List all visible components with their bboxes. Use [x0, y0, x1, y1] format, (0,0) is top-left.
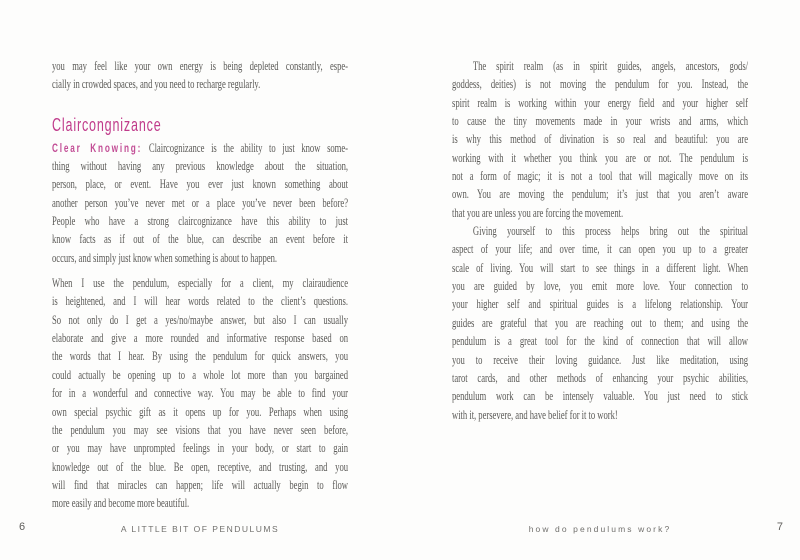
- text-line: pendulum is a great tool for the kind of connection that will allow: [452, 334, 749, 349]
- text-line: could actually be opening up to a whole lot more than you bargained: [52, 367, 349, 382]
- text-line: you to receive their loving guidance. Just like meditation, using: [452, 352, 749, 367]
- giving-yourself-paragraph: [452, 222, 748, 424]
- text-line: scale of living. You will start to see things in a different light. When: [452, 260, 749, 275]
- text-line: When I use the pendulum, especially for a client, my clairaudience: [52, 276, 349, 291]
- text-line: goddess, deities) is not moving the pendulum for you. Instead, the: [452, 77, 749, 92]
- left-page-number: 6: [19, 521, 26, 533]
- text-line: guides are grateful that you are reaching out to them; and using the: [452, 315, 749, 330]
- spirit-realm-paragraph: [452, 57, 748, 222]
- lead-paragraph-first-line: [52, 139, 348, 157]
- text-line: the pendulum you may see visions that you have never seen before,: [52, 422, 349, 437]
- right-running-title: how do pendulums work?: [528, 524, 672, 534]
- text-line: will find that miracles can happen; life will actually begin to flow: [52, 477, 349, 492]
- text-line: cially in crowded spaces, and you need to recharge regularly.: [52, 77, 261, 92]
- text-line: pendulum work can be intensely valuable. You just need to stick: [452, 389, 749, 404]
- text-line: with it, persevere, and have belief for it to work!: [452, 407, 618, 422]
- text-line: person, place, or event. Have you ever just known something about: [52, 177, 349, 192]
- text-line: is why this method of divination is so real and beautiful: you are: [452, 132, 749, 147]
- continuation-paragraph: [52, 57, 348, 94]
- text-line: tarot cards, and other methods of enhancing your psychic abilities,: [452, 370, 749, 385]
- text-line: So not only do I get a yes/no/maybe answer, but also I can usually: [52, 312, 349, 327]
- text-line: thing without having any previous knowledge about the situation,: [52, 159, 349, 174]
- right-page-number: 7: [776, 521, 783, 533]
- text-line: People who have a strong claircognizance have this ability to just: [52, 214, 349, 229]
- text-line: working with it whether you think you are or not. The pendulum is: [452, 150, 749, 165]
- text-line: for in a wonderful and connective way. You may be able to find your: [52, 386, 349, 401]
- text-line: spirit realm is working within your energy field and your higher self: [452, 95, 749, 110]
- text-line: knowledge out of the blue. Be open, receptive, and trusting, and you: [52, 459, 349, 474]
- text-line: not a form of magic; it is not a tool that will magically move on its: [452, 169, 749, 184]
- text-line: more easily and become more beautiful.: [52, 496, 190, 511]
- section-heading-claircognizance: Claircongnizance: [52, 114, 162, 135]
- lead-paragraph: [52, 139, 348, 267]
- left-running-title: A LITTLE BIT OF PENDULUMS: [120, 524, 280, 534]
- text-line: elaborate and give a more rounded and informative response based on: [52, 331, 349, 346]
- text-line: that you are unless you are forcing the movement.: [452, 205, 624, 220]
- text-line: the words that I hear. By using the pendulum for quick answers, you: [52, 349, 349, 364]
- right-page: [452, 57, 748, 424]
- lead-paragraph-first-line-text: Claircognizance is the ability to just know some-: [148, 140, 349, 155]
- lead-paragraph-rest: [52, 157, 348, 267]
- text-line: is heightened, and I will hear words related to the client’s questions.: [52, 294, 349, 309]
- text-line: or you may have unprompted feelings in your body, or start to gain: [52, 441, 349, 456]
- text-line: occurs, and simply just know when something is about to happen.: [52, 250, 278, 265]
- text-line: aspect of your life; and over time, it can open you up to a greater: [452, 242, 749, 257]
- left-page: [52, 57, 348, 513]
- text-line: to cause the tiny movements made in your wrists and arms, which: [452, 114, 749, 129]
- clear-knowing-label: Clear Knowing:: [52, 140, 143, 155]
- text-line: Giving yourself to this process helps bring out the spiritual: [472, 224, 749, 239]
- left-page-text-column: [52, 57, 348, 513]
- text-line: own. You are moving the pendulum; it’s just that you aren’t aware: [452, 187, 749, 202]
- text-line: The spirit realm (as in spirit guides, angels, ancestors, gods/: [472, 59, 749, 73]
- text-line: you are guided by love, you emit more love. Your connection to: [452, 279, 749, 294]
- text-line: you may feel like your own energy is being depleted constantly, espe-: [52, 59, 349, 73]
- closing-paragraph: [52, 274, 348, 512]
- right-page-text-column: [452, 57, 748, 424]
- text-line: another person you’ve never met or a place you’ve never been before?: [52, 195, 349, 210]
- text-line: your higher self and spiritual guides is a lifelong relationship. Your: [452, 297, 749, 312]
- text-line: know facts as if out of the blue, can describe an event before it: [52, 232, 349, 247]
- text-line: own special psychic gift as it opens up for you. Perhaps when using: [52, 404, 349, 419]
